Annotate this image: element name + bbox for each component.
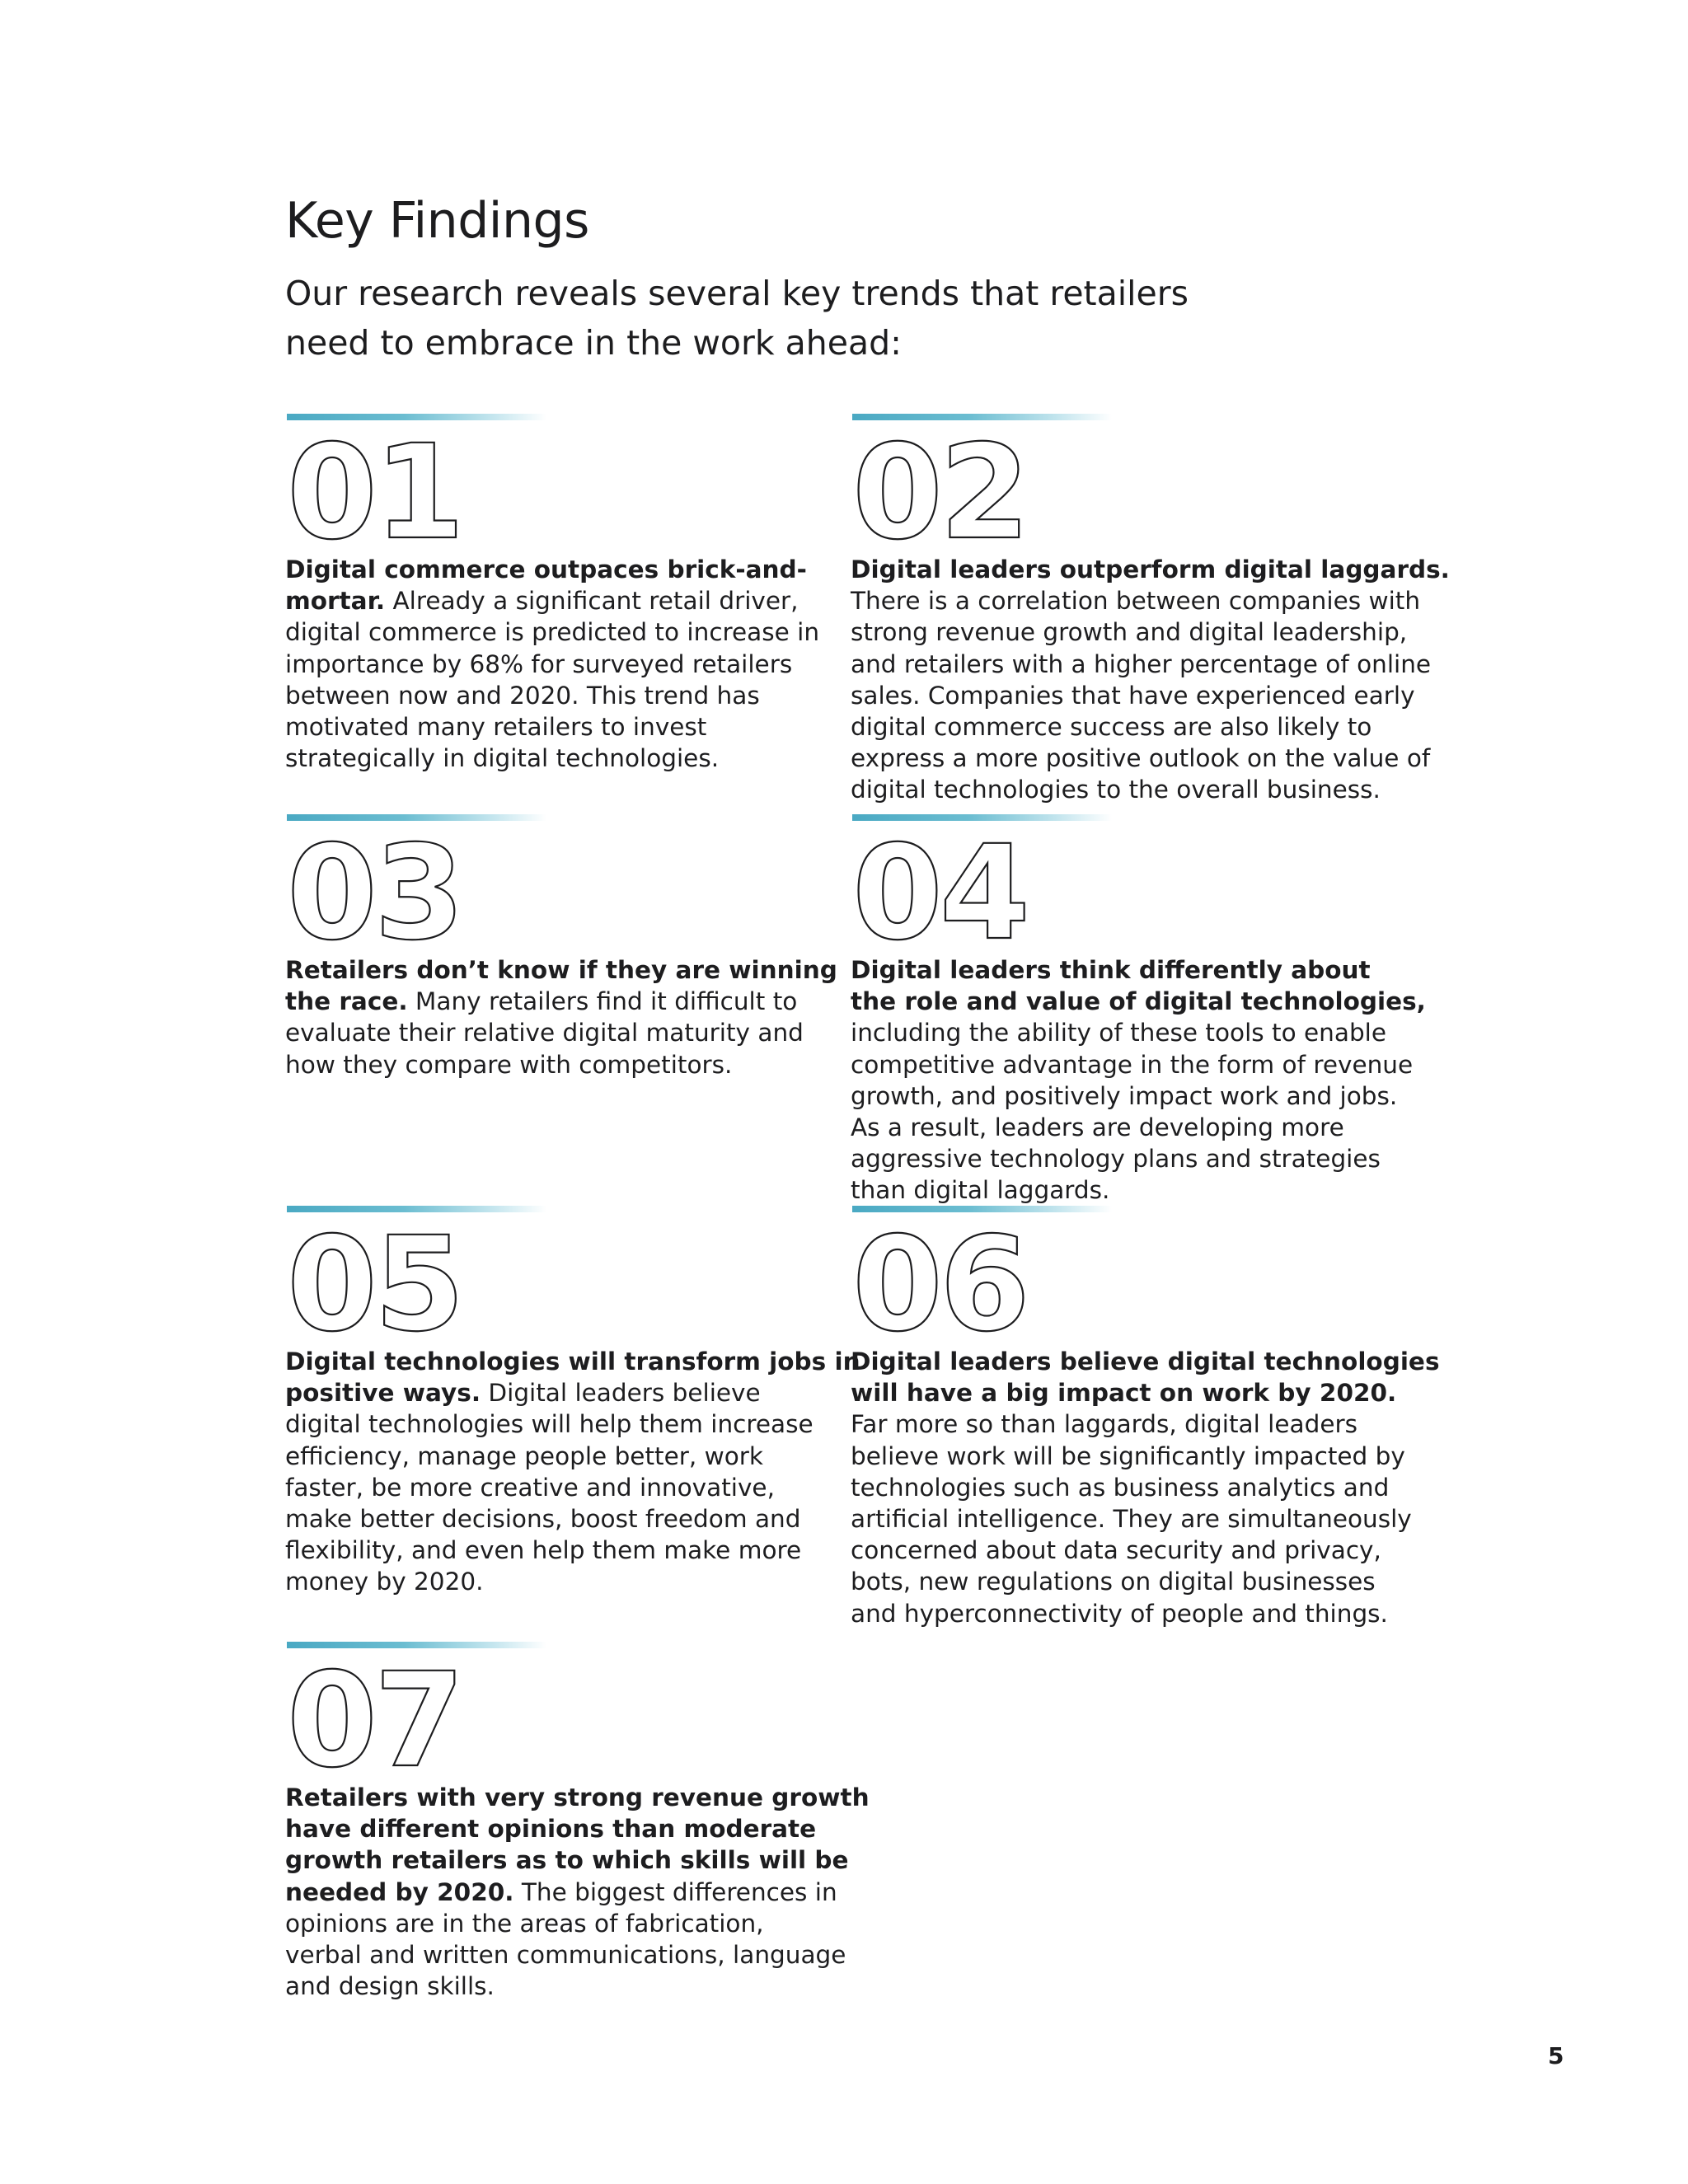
finding-line <box>851 1472 1395 1503</box>
finding-line <box>851 1408 1395 1440</box>
finding-number <box>285 837 499 944</box>
finding-number <box>285 1229 499 1336</box>
page-number: 5 <box>1548 2042 1564 2069</box>
finding-number <box>851 437 1065 544</box>
finding-headline-text: have different opinions than moderate <box>285 1815 817 1844</box>
finding-line <box>851 585 1421 616</box>
finding-body-text: and hyperconnectivity of people and things. <box>851 1599 1388 1628</box>
finding-body-text: digital technologies to the overall business. <box>851 776 1381 804</box>
finding-line <box>285 1503 829 1535</box>
finding-body-text: strategically in digital technologies. <box>285 744 720 773</box>
finding-text <box>851 1346 1440 1629</box>
finding-body-text: concerned about data security and privacy, <box>851 1536 1381 1565</box>
finding-line <box>285 1971 829 2002</box>
finding-body-text: and design skills. <box>285 1972 495 2001</box>
finding-headline-text: the role and value of digital technologies, <box>851 987 1426 1016</box>
finding-number-text: 01 <box>287 437 462 544</box>
finding-headline-text: Digital commerce outpaces brick-and- <box>285 555 807 583</box>
finding-body-text: evaluate their relative digital maturity and <box>285 1019 804 1047</box>
finding-line <box>851 680 1415 711</box>
subtitle-line: need to embrace in the work ahead: <box>285 323 902 363</box>
finding-number <box>285 1665 499 1772</box>
finding-body-text: believe work will be significantly impacted by <box>851 1441 1405 1470</box>
finding-body-text: faster, be more creative and innovative, <box>285 1473 775 1502</box>
finding-body-text: make better decisions, boost freedom and <box>285 1505 801 1534</box>
finding-03 <box>285 814 837 1080</box>
finding-line <box>285 1782 870 1813</box>
finding-body-text: efficiency, manage people better, work <box>285 1441 764 1470</box>
finding-headline-text: Digital leaders think differently about <box>851 956 1371 984</box>
finding-body-text: digital commerce is predicted to increase in <box>285 618 820 647</box>
finding-line <box>285 585 829 616</box>
finding-line <box>285 1441 829 1472</box>
finding-headline-text: needed by 2020. <box>285 1877 514 1906</box>
finding-line <box>851 711 1395 743</box>
finding-body-text: artificial intelligence. They are simultaneously <box>851 1505 1412 1534</box>
finding-number-text: 02 <box>852 437 1027 544</box>
subtitle-line: Our research reveals several key trends that retailers <box>285 274 1189 313</box>
finding-headline-text: growth retailers as to which skills will be <box>285 1846 849 1875</box>
finding-body-text: Many retailers find it difficult to <box>407 987 798 1016</box>
finding-headline-text: Retailers with very strong revenue growth <box>285 1783 870 1811</box>
finding-line <box>285 1566 829 1597</box>
finding-body-text: sales. Companies that have experienced early <box>851 681 1415 710</box>
finding-line <box>851 743 1431 774</box>
finding-headline-text: the race. <box>285 987 408 1016</box>
finding-headline-text: Digital leaders outperform digital laggards. <box>851 555 1450 583</box>
finding-number <box>285 437 499 544</box>
finding-line <box>851 986 1426 1017</box>
finding-line <box>851 1017 1395 1048</box>
finding-text <box>851 554 1450 806</box>
finding-text <box>285 954 837 1080</box>
finding-body-text: The biggest differences in <box>513 1877 837 1906</box>
finding-body-text: between now and 2020. This trend has <box>285 681 760 710</box>
finding-body-text: opinions are in the areas of fabrication, <box>285 1909 764 1938</box>
finding-04 <box>851 814 1426 1207</box>
finding-body-text: verbal and written communications, language <box>285 1941 846 1970</box>
accent-bar <box>287 814 546 821</box>
page-subtitle <box>285 269 1357 368</box>
finding-line <box>285 986 829 1017</box>
finding-body-text: growth, and positively impact work and jobs. <box>851 1081 1398 1110</box>
finding-line <box>851 1598 1395 1629</box>
finding-body-text: than digital laggards. <box>851 1176 1110 1205</box>
finding-number-text: 07 <box>287 1665 462 1772</box>
finding-line <box>285 1049 829 1080</box>
finding-line <box>285 1017 829 1048</box>
finding-text <box>851 954 1426 1207</box>
finding-headline-text: positive ways. <box>285 1379 481 1408</box>
finding-line <box>851 554 1450 585</box>
finding-body-text: importance by 68% for surveyed retailers <box>285 649 793 678</box>
finding-line <box>851 1566 1395 1597</box>
finding-line <box>285 1939 846 1971</box>
finding-line <box>851 1535 1395 1566</box>
finding-line <box>285 616 829 648</box>
finding-line <box>285 1377 829 1408</box>
finding-line <box>285 954 837 986</box>
accent-bar <box>287 1206 546 1212</box>
finding-number-text: 06 <box>852 1229 1027 1336</box>
finding-line <box>285 1472 829 1503</box>
finding-02 <box>851 414 1450 806</box>
page-title: Key Findings <box>285 192 589 250</box>
finding-line <box>851 1049 1414 1080</box>
finding-line <box>851 1112 1395 1143</box>
finding-line <box>851 1441 1405 1472</box>
finding-07 <box>285 1642 870 2002</box>
finding-body-text: digital technologies will help them increase <box>285 1410 814 1439</box>
finding-number-text: 05 <box>287 1229 462 1336</box>
finding-headline-text: mortar. <box>285 587 386 616</box>
finding-line <box>285 1877 837 1908</box>
finding-line <box>285 711 829 743</box>
finding-body-text: Already a significant retail driver, <box>385 587 799 616</box>
finding-line <box>285 680 829 711</box>
finding-number <box>851 1229 1065 1336</box>
finding-body-text: bots, new regulations on digital businesses <box>851 1568 1376 1596</box>
finding-body-text: As a result, leaders are developing more <box>851 1113 1344 1142</box>
finding-line <box>851 649 1432 680</box>
finding-body-text: aggressive technology plans and strategies <box>851 1145 1381 1174</box>
finding-line <box>851 1377 1395 1408</box>
finding-line <box>285 554 829 585</box>
finding-body-text: competitive advantage in the form of revenue <box>851 1050 1414 1079</box>
finding-line <box>285 1813 829 1844</box>
accent-bar <box>852 1206 1112 1212</box>
finding-body-text: and retailers with a higher percentage of online <box>851 649 1432 678</box>
finding-headline-text: Retailers don’t know if they are winning <box>285 956 837 984</box>
finding-body-text: express a more positive outlook on the value of <box>851 744 1431 773</box>
finding-body-text: money by 2020. <box>285 1568 484 1596</box>
finding-01 <box>285 414 829 774</box>
accent-bar <box>852 814 1112 821</box>
finding-line <box>285 743 829 774</box>
finding-line <box>285 1908 829 1939</box>
finding-headline-text: Digital leaders believe digital technologies <box>851 1347 1440 1376</box>
finding-body-text: Digital leaders believe <box>481 1379 761 1408</box>
finding-headline-text: will have a big impact on work by 2020. <box>851 1379 1397 1408</box>
finding-line <box>851 1143 1395 1174</box>
finding-body-text: Far more so than laggards, digital leaders <box>851 1410 1357 1439</box>
finding-number-text: 03 <box>287 837 462 944</box>
finding-body-text: There is a correlation between companies with <box>851 587 1421 616</box>
finding-line <box>851 954 1395 986</box>
finding-text <box>285 1346 860 1598</box>
finding-text <box>285 554 829 774</box>
finding-line <box>851 616 1408 648</box>
finding-line <box>285 1408 829 1440</box>
finding-body-text: flexibility, and even help them make more <box>285 1536 802 1565</box>
finding-body-text: motivated many retailers to invest <box>285 713 707 742</box>
finding-body-text: strong revenue growth and digital leadership, <box>851 618 1408 647</box>
finding-body-text: technologies such as business analytics and <box>851 1473 1390 1502</box>
finding-line <box>285 1535 829 1566</box>
accent-bar <box>287 414 546 420</box>
finding-text <box>285 1782 870 2002</box>
accent-bar <box>852 414 1112 420</box>
finding-body-text: including the ability of these tools to enable <box>851 1019 1387 1047</box>
finding-line <box>851 1503 1412 1535</box>
finding-line <box>285 1844 849 1876</box>
finding-line <box>285 649 829 680</box>
finding-line <box>851 1174 1395 1206</box>
finding-line <box>285 1346 860 1377</box>
finding-headline-text: Digital technologies will transform jobs in <box>285 1347 860 1376</box>
finding-05 <box>285 1206 860 1598</box>
accent-bar <box>287 1642 546 1648</box>
finding-body-text: how they compare with competitors. <box>285 1050 733 1079</box>
finding-line <box>851 1346 1440 1377</box>
finding-body-text: digital commerce success are also likely to <box>851 713 1372 742</box>
finding-line <box>851 774 1395 805</box>
finding-number <box>851 837 1065 944</box>
finding-06 <box>851 1206 1440 1629</box>
finding-line <box>851 1080 1398 1112</box>
finding-number-text: 04 <box>852 837 1027 944</box>
